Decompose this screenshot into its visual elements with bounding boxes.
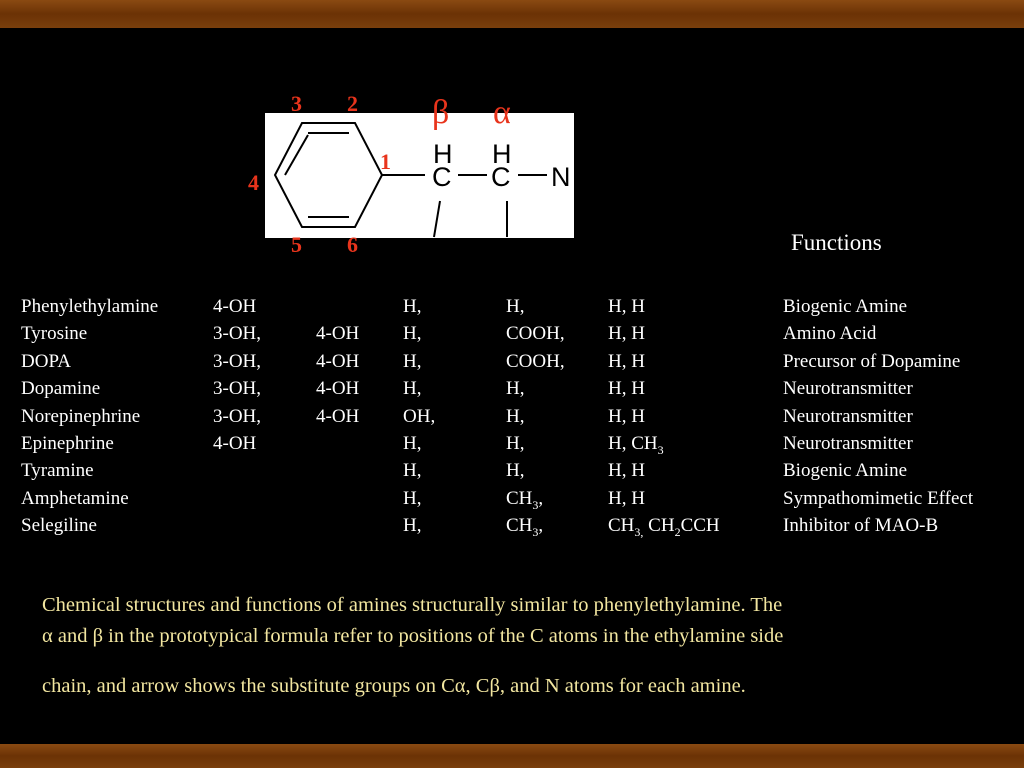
- cbeta-substituent: H,: [403, 323, 422, 345]
- ring-substituent: 3-OH,: [213, 350, 262, 372]
- nitrogen-substituent: H, H: [608, 323, 645, 345]
- amine-name: Dopamine: [21, 378, 101, 400]
- calpha-column: [506, 293, 565, 540]
- cbeta-substituent: H,: [403, 296, 422, 317]
- bottom-decor-bar: [0, 744, 1024, 768]
- ring-sub-1-column: [213, 293, 261, 540]
- nitrogen-column: [608, 293, 720, 540]
- ring-substituent: [316, 457, 359, 484]
- amine-name: Tyramine: [21, 460, 94, 482]
- ring-substituent: [316, 293, 359, 320]
- calpha-c: C: [491, 162, 511, 192]
- calpha-substituent: H,: [506, 405, 525, 427]
- amine-function: Biogenic Amine: [783, 460, 908, 482]
- nitrogen-substituent: H, H: [608, 378, 645, 400]
- ring-substituent: 4-OH: [316, 405, 360, 427]
- calpha-substituent: COOH,: [506, 350, 565, 372]
- cbeta-substituent-arrow: [434, 201, 440, 237]
- phenylethylamine-structure: [265, 113, 574, 238]
- top-decor-bar: [0, 0, 1024, 28]
- ring-substituent: [213, 512, 261, 539]
- ring-substituent: 3-OH,: [213, 323, 262, 345]
- calpha-substituent: H,: [506, 378, 525, 400]
- amine-function: Sympathomimetic Effect: [783, 487, 974, 509]
- cbeta-c: C: [432, 162, 452, 192]
- beta-label: β: [432, 94, 450, 131]
- cbeta-column: [403, 293, 435, 540]
- cbeta-substituent: H,: [403, 515, 422, 537]
- caption-line: chain, and arrow shows the substitute groups on Cα, Cβ, and N atoms for each amine.: [42, 675, 746, 697]
- amine-name: Epinephrine: [21, 432, 114, 454]
- caption-line: Chemical structures and functions of amines structurally similar to phenylethylamine. The: [42, 594, 783, 616]
- ring-substituent: 4-OH: [316, 378, 360, 400]
- ring-substituent: 4-OH: [213, 296, 257, 317]
- position-2-label: 2: [347, 91, 358, 116]
- ring-substituent: 3-OH,: [213, 405, 262, 427]
- calpha-substituent: H,: [506, 432, 525, 454]
- cbeta-substituent: H,: [403, 350, 422, 372]
- amine-function: Neurotransmitter: [783, 432, 913, 454]
- amine-function: Biogenic Amine: [783, 296, 908, 317]
- nitrogen-substituent: H, H: [608, 350, 645, 372]
- calpha-substituent: $CH_3$,: [506, 515, 544, 539]
- amine-function: Neurotransmitter: [783, 378, 913, 400]
- amine-name: DOPA: [21, 350, 71, 372]
- amine-n: N: [551, 162, 571, 192]
- calpha-substituent: H,: [506, 460, 525, 482]
- ring-substituent: [316, 430, 359, 457]
- amine-function: Neurotransmitter: [783, 405, 913, 427]
- nitrogen-substituent: H, H: [608, 405, 645, 427]
- ring-sub-2-column: [316, 293, 359, 540]
- amine-name: Phenylethylamine: [21, 296, 159, 317]
- ring-substituent: 4-OH: [316, 323, 360, 345]
- functions-heading: Functions: [791, 230, 882, 255]
- benzene-ring: [275, 123, 382, 227]
- figure-caption: [42, 590, 987, 702]
- alpha-label: α: [493, 94, 511, 131]
- nitrogen-substituent: H, H: [608, 487, 645, 509]
- ring-substituent: [213, 485, 261, 512]
- cbeta-substituent: OH,: [403, 405, 436, 427]
- position-1-label: 1: [380, 149, 391, 174]
- ring-substituent: [316, 512, 359, 539]
- structure-drawing: [265, 113, 574, 238]
- calpha-substituent: H,: [506, 296, 525, 317]
- nitrogen-substituent: H, H: [608, 460, 645, 482]
- function-column: [783, 293, 973, 540]
- cbeta-substituent: H,: [403, 378, 422, 400]
- cbeta-substituent: H,: [403, 460, 422, 482]
- amine-function: Inhibitor of MAO-B: [783, 515, 939, 537]
- ring-substituent: 4-OH: [213, 432, 257, 454]
- cbeta-h: H: [433, 139, 453, 169]
- cbeta-substituent: H,: [403, 487, 422, 509]
- cbeta-substituent: H,: [403, 432, 422, 454]
- calpha-substituent: $CH_3$,: [506, 487, 544, 512]
- nitrogen-substituent: H, $CH_3$: [608, 432, 664, 457]
- caption-line: α and β in the prototypical formula refer to positions of the C atoms in the ethylamine side: [42, 625, 784, 647]
- position-3-label: 3: [291, 91, 302, 116]
- ring-substituent: 4-OH: [316, 350, 360, 372]
- ring-substituent: [316, 485, 359, 512]
- amine-function: Precursor of Dopamine: [783, 350, 961, 372]
- amine-function: Amino Acid: [783, 323, 877, 345]
- position-4-label: 4: [248, 170, 259, 195]
- nitrogen-substituent: $CH_{3,}$ $CH_2CCH$: [608, 515, 720, 539]
- nitrogen-substituent: H, H: [608, 296, 645, 317]
- ring-substituent: [213, 457, 261, 484]
- position-6-label: 6: [347, 232, 358, 257]
- name-column: [21, 293, 158, 540]
- amine-name: Amphetamine: [21, 487, 129, 509]
- ring-substituent: 3-OH,: [213, 378, 262, 400]
- calpha-h: H: [492, 139, 512, 169]
- amine-name: Selegiline: [21, 515, 97, 537]
- amine-name: Tyrosine: [21, 323, 88, 345]
- position-5-label: 5: [291, 232, 302, 257]
- calpha-substituent: COOH,: [506, 323, 565, 345]
- amine-name: Norepinephrine: [21, 405, 141, 427]
- double-bond-left: [285, 135, 308, 175]
